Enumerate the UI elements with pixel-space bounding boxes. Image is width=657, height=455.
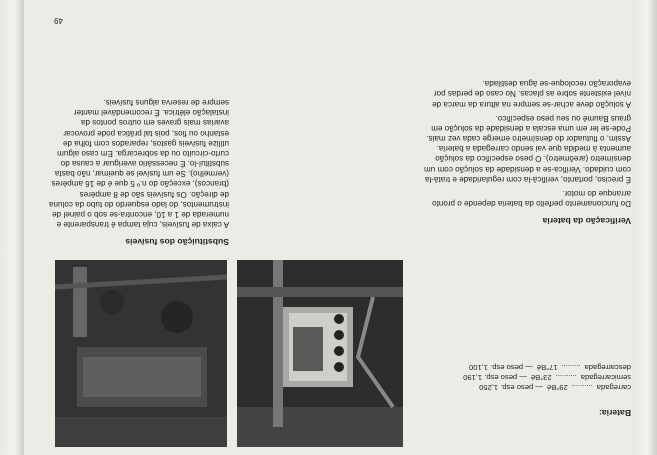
spec-row: semicarregada .......... 23°Bé — peso esp. 1,190: [463, 373, 631, 382]
paragraph: É preciso, portanto, verificá-la com regularidade e tratá-la com cuidado. Verifica-se a densidade da solução com um densímetro (areômetro). O peso específico da solução aumenta à medida que vai sendo carregada a bateria. Assim, o flutuador do densímetro emerge cada vez mais. Pode-se ler em uma escala a densidade da solução em graus Baumé ou seu peso específico.: [424, 113, 631, 184]
left-page: [416, 78, 631, 418]
paragraph: Do funcionamento perfeito da bateria depende o pronto arranque do motor.: [432, 188, 631, 208]
binding-edge-left: [633, 0, 657, 455]
fuse-box-photo: [55, 260, 227, 447]
spec-row: carregada .......... 29°Bé — peso esp. 1,250: [479, 383, 631, 392]
battery-check-title: Verificação da bateria: [542, 216, 631, 226]
fuse-replacement-title: Substituição dos fusíveis: [125, 237, 229, 247]
battery-spec-table: [416, 362, 631, 392]
page-number: 49: [54, 16, 63, 25]
fuse-box-photo-graphic: [55, 260, 227, 447]
spec-row: descarregada ......... 17°Bé — peso esp. 1,100: [469, 363, 631, 372]
battery-photo-graphic: [237, 260, 403, 447]
paragraph: A solução deve achar-se sempre na altura da marca de nível existente sobre as placas. No caso de perdas por evaporação recoloque-se água destilada.: [432, 79, 631, 109]
binding-edge-right: [0, 0, 24, 455]
right-page: [47, 97, 229, 247]
paragraph: A caixa de fusíveis, cuja tampa é transparente e numerada de 1 a 10, encontra-se sob o painel de instrumentos, do lado esquerdo do tubo da coluna de direção. Os fusíveis são de 8 ampères (brancos), exceção do n.º 5 que é de 16 ampères (vermelho). Se um fusível se queimar, não basta substituí-lo. É necessário averiguar a causa do curto-circuito ou da sobrecarga. Em caso algum utilize fusíveis gastos, reparados com folha de estanho ou fios, pois tal prática pode provocar avarias mais graves em outros pontos da instalação elétrica. É recomendável manter sempre de reserva alguns fusíveis.: [49, 98, 229, 229]
battery-photo: [237, 260, 403, 447]
battery-heading: Bateria:: [599, 408, 631, 418]
